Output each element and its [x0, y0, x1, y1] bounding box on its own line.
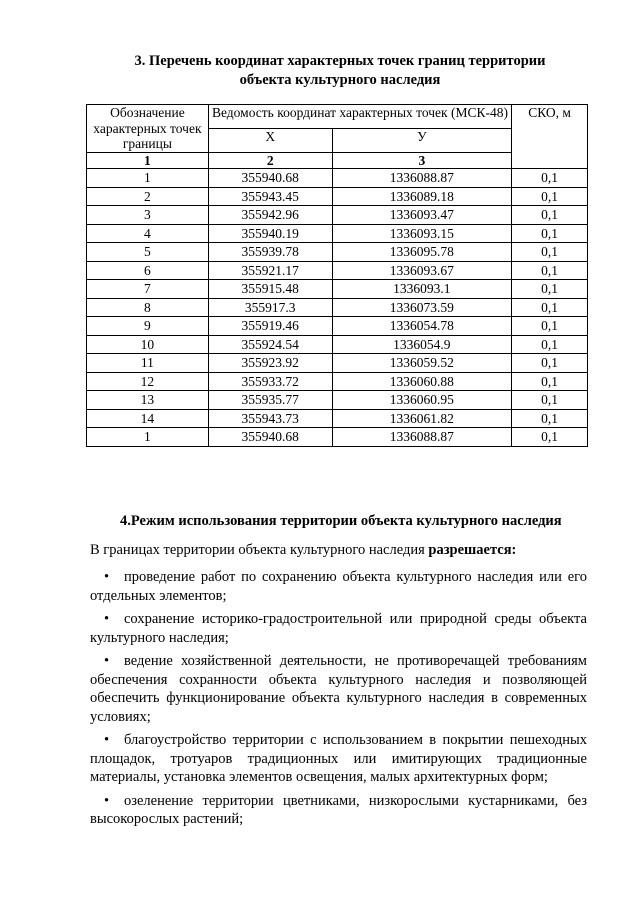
cell-x: 355943.45: [208, 187, 332, 206]
coordinates-table-body: [87, 169, 588, 447]
cell-y: 1336093.1: [332, 280, 512, 299]
cell-x: 355923.92: [208, 354, 332, 373]
table-row: [87, 391, 588, 410]
cell-y: 1336054.78: [332, 317, 512, 336]
cell-point: 10: [87, 335, 209, 354]
cell-sko: 0,1: [512, 280, 588, 299]
intro-text: В границах территории объекта культурного наследия: [90, 542, 429, 558]
cell-x: 355915.48: [208, 280, 332, 299]
cell-point: 11: [87, 354, 209, 373]
bullet-icon: •: [104, 611, 110, 627]
cell-y: 1336060.88: [332, 372, 512, 391]
cell-y: 1336093.47: [332, 206, 512, 225]
cell-x: 355940.68: [208, 428, 332, 447]
header-coordinates: Ведомость координат характерных точек (МСК-48): [208, 105, 511, 129]
cell-point: 12: [87, 372, 209, 391]
cell-point: 8: [87, 298, 209, 317]
cell-sko: 0,1: [512, 335, 588, 354]
cell-x: 355940.68: [208, 169, 332, 188]
header-num-2: 2: [208, 152, 332, 169]
cell-sko: 0,1: [512, 409, 588, 428]
list-item: [90, 568, 587, 605]
section-3-title-line1: 3. Перечень координат характерных точек границ территории: [134, 53, 546, 69]
cell-x: 355919.46: [208, 317, 332, 336]
table-row: [87, 187, 588, 206]
bullet-icon: •: [104, 732, 110, 748]
cell-y: 1336088.87: [332, 428, 512, 447]
section-4-intro: [90, 541, 587, 560]
cell-sko: 0,1: [512, 391, 588, 410]
intro-bold-text: разрешается:: [428, 542, 517, 558]
cell-sko: 0,1: [512, 372, 588, 391]
header-point-designation: Обозначение характерных точек границы: [87, 105, 209, 153]
cell-sko: 0,1: [512, 298, 588, 317]
header-x: X: [208, 128, 332, 152]
cell-y: 1336089.18: [332, 187, 512, 206]
table-row: [87, 335, 588, 354]
header-sko: СКО, м: [512, 105, 588, 169]
cell-sko: 0,1: [512, 224, 588, 243]
cell-point: 3: [87, 206, 209, 225]
table-row: [87, 354, 588, 373]
bullet-icon: •: [104, 569, 110, 585]
cell-sko: 0,1: [512, 169, 588, 188]
cell-x: 355942.96: [208, 206, 332, 225]
cell-sko: 0,1: [512, 317, 588, 336]
table-row: [87, 372, 588, 391]
cell-y: 1336093.67: [332, 261, 512, 280]
cell-sko: 0,1: [512, 187, 588, 206]
list-item-text: благоустройство территории с использованием в покрытии пешеходных площадок, тротуаров традиционных или имитирующих традиционные материалы, установка элементов освещения, малых архитектурных форм;: [90, 732, 587, 785]
cell-point: 5: [87, 243, 209, 262]
table-row: [87, 428, 588, 447]
cell-x: 355921.17: [208, 261, 332, 280]
header-num-3: 3: [332, 152, 512, 169]
cell-y: 1336059.52: [332, 354, 512, 373]
cell-y: 1336073.59: [332, 298, 512, 317]
coordinates-table: [86, 104, 588, 447]
cell-x: 355924.54: [208, 335, 332, 354]
cell-y: 1336060.95: [332, 391, 512, 410]
cell-y: 1336054.9: [332, 335, 512, 354]
list-item-text: ведение хозяйственной деятельности, не противоречащей требованиям обеспечения сохранности объекта культурного наследия и позволяющей обеспечить функционирование объекта культурного наследия в современных условиях;: [90, 653, 587, 725]
table-row: [87, 317, 588, 336]
cell-point: 13: [87, 391, 209, 410]
cell-sko: 0,1: [512, 354, 588, 373]
cell-point: 1: [87, 428, 209, 447]
permitted-activities-list: [90, 568, 587, 834]
cell-y: 1336095.78: [332, 243, 512, 262]
cell-point: 1: [87, 169, 209, 188]
cell-point: 14: [87, 409, 209, 428]
cell-x: 355917.3: [208, 298, 332, 317]
cell-x: 355935.77: [208, 391, 332, 410]
cell-y: 1336093.15: [332, 224, 512, 243]
cell-x: 355939.78: [208, 243, 332, 262]
list-item-text: сохранение историко-градостроительной или природной среды объекта культурного наследия;: [90, 611, 587, 646]
header-num-1: 1: [87, 152, 209, 169]
section-4-title: 4.Режим использования территории объекта культурного наследия: [120, 513, 562, 529]
table-row: [87, 206, 588, 225]
table-row: [87, 169, 588, 188]
cell-x: 355943.73: [208, 409, 332, 428]
list-item: [90, 610, 587, 647]
cell-x: 355933.72: [208, 372, 332, 391]
cell-sko: 0,1: [512, 261, 588, 280]
list-item-text: озеленение территории цветниками, низкорослыми кустарниками, без высокорослых растений;: [90, 792, 587, 827]
cell-point: 4: [87, 224, 209, 243]
cell-y: 1336061.82: [332, 409, 512, 428]
list-item: [90, 652, 587, 726]
cell-point: 6: [87, 261, 209, 280]
bullet-icon: •: [104, 792, 110, 809]
table-row: [87, 280, 588, 299]
list-item: [90, 731, 587, 787]
table-row: [87, 243, 588, 262]
section-3-title: [90, 52, 590, 90]
section-3-title-line2: объекта культурного наследия: [239, 72, 441, 88]
cell-y: 1336088.87: [332, 169, 512, 188]
cell-point: 9: [87, 317, 209, 336]
cell-x: 355940.19: [208, 224, 332, 243]
bullet-icon: •: [104, 653, 110, 669]
cell-point: 7: [87, 280, 209, 299]
table-row: [87, 409, 588, 428]
table-row: [87, 261, 588, 280]
table-row: [87, 298, 588, 317]
cell-sko: 0,1: [512, 243, 588, 262]
cell-sko: 0,1: [512, 428, 588, 447]
header-y: У: [332, 128, 512, 152]
list-item: [90, 792, 587, 829]
cell-sko: 0,1: [512, 206, 588, 225]
list-item-text: проведение работ по сохранению объекта культурного наследия или его отдельных элементов;: [90, 569, 587, 604]
table-row: [87, 224, 588, 243]
cell-point: 2: [87, 187, 209, 206]
